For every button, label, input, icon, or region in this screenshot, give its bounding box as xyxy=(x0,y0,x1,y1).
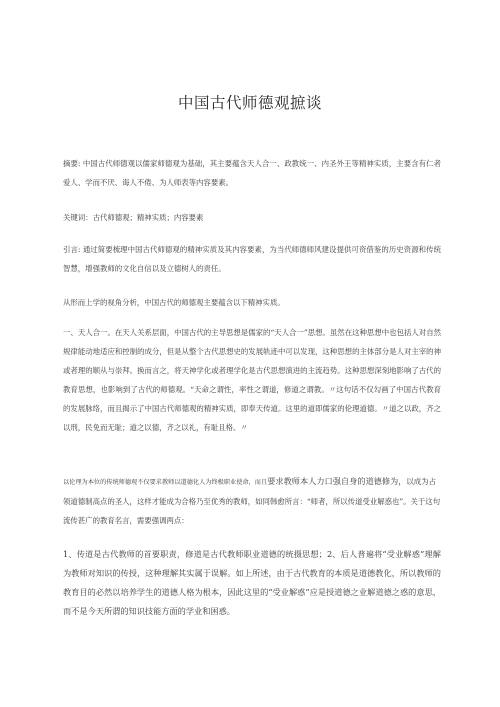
teacher-virtue-small-text: 以伦理为本位的传统师德观不仅要求教师以道德化人为终极职业使命，而且 xyxy=(63,479,268,486)
teacher-virtue-paragraph xyxy=(63,472,441,530)
intro-paragraph: 引言: 通过简要梳理中国古代师德观的精神实质及其内容要素，为当代师德师风建设提供可资借鉴的历史资源和传统智慧，增强教师的文化自信以及立德树人的责任。 xyxy=(63,245,441,273)
teacher-virtue-rest-text: 以成为占领道德制高点的圣人，这样才能成为合格乃至优秀的教师，如同韩愈所言：“师者，所以传道受业解惑也”。关于这句流传甚广的教育名言，需要强调两点： xyxy=(63,477,441,525)
section1-paragraph: 一、天人合一。在天人关系层面，中国古代的主导思想是儒家的“天人合一”思想。虽然在这种思想中也包括人对自然规律能动地适应和控制的成分，但是从整个古代思想史的发展轨迹中可以发现，这种思想的主体部分是人对主宰的神或者理的顺从与崇拜。换而言之，将天神学化或者理学化是古代思想演进的主流趋势。这种思想深刻地影响了古代的教育思想，也影响到了古代的师德观。“天命之谓性，率性之谓道，修道之谓教。〃这句话不仅勾画了中国古代教育的发展脉络，而且揭示了中国古代师德观的精神实质，即奉天传道。这里的道即儒家的伦理道德。〃道之以政，齐之以刑，民免而无耻；道之以德，齐之以礼，有耻且格。〃 xyxy=(63,328,441,432)
document-title: 中国古代师德观摭谈 xyxy=(177,94,322,112)
perspective-paragraph: 从形而上学的视角分析，中国古代的师德观主要蕴含以下精神实质。 xyxy=(63,298,285,307)
points-paragraph: 1、传道是古代教师的首要职责，修道是古代教师职业道德的统摄思想；2、后人普遍将“受业解惑”理解为教师对知识的传授，这种理解其实属于误解。如上所述，由于古代教育的本质是道德教化，所以教师的教育目的必然以培养学生的道德人格为根本，因此这里的“受业解惑”应是授道德之业解道德之惑的意思，而不是今天所谓的知识技能方面的学业和困惑。 xyxy=(63,549,441,616)
teacher-virtue-large-text: 要求教师本人力口强自身的道德修为， xyxy=(267,476,407,486)
abstract-paragraph: 摘要: 中国古代师德观以儒家师德观为基础，其主要蕴含天人合一、政教统一、内圣外王等精神实质，主要含有仁者爱人、学而不厌、诲人不倦、为人师表等内容要素。 xyxy=(63,159,441,187)
keywords-paragraph: 关键词：古代师德观；精神实质；内容要素 xyxy=(63,213,204,222)
